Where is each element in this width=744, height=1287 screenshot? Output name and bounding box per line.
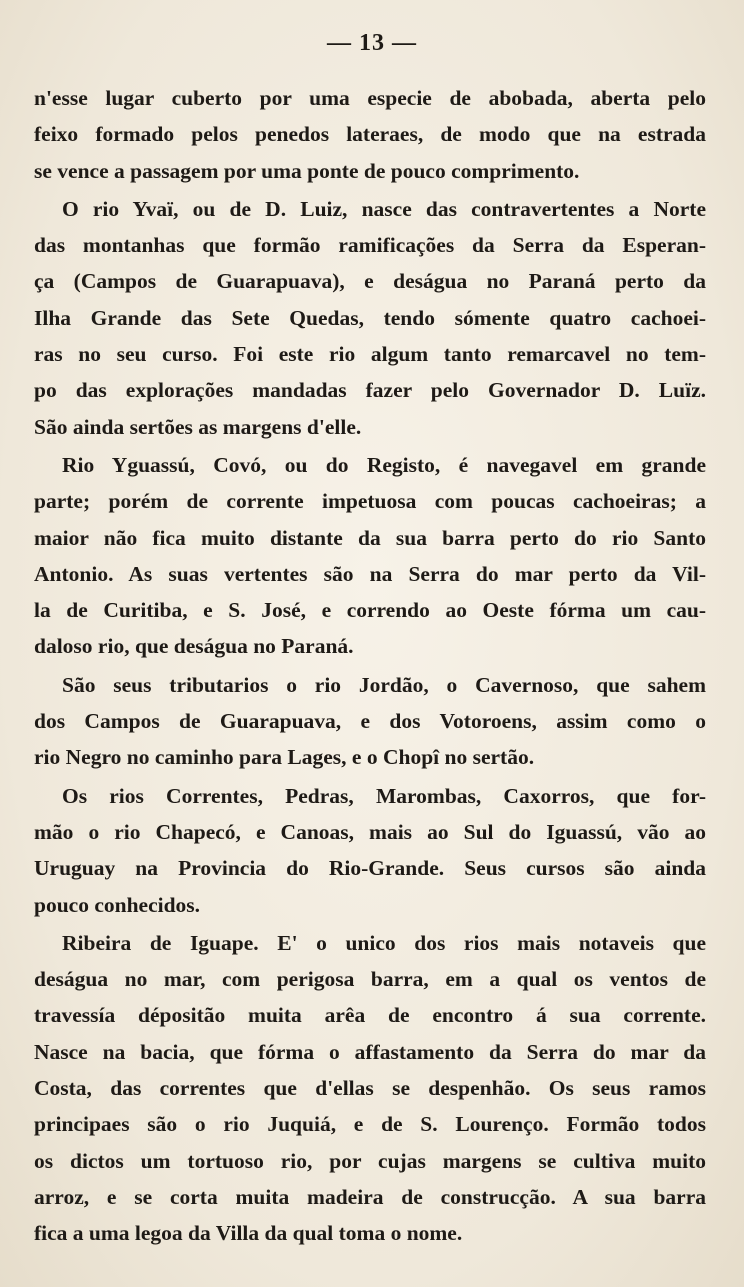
text-line: arroz, e se corta muita madeira de construcção. A sua barra	[34, 1184, 706, 1209]
text-line: principaes são o rio Juquiá, e de S. Lourenço. Formão todos	[34, 1112, 706, 1137]
text-line: mão o rio Chapecó, e Canoas, mais ao Sul do Iguassú, vão ao	[34, 819, 706, 844]
text-line: São ainda sertões as margens d'elle.	[34, 414, 362, 439]
page-number: — 13 —	[327, 30, 417, 56]
text-line: daloso rio, que deságua no Paraná.	[34, 634, 354, 659]
text-line: Ilha Grande das Sete Quedas, tendo sómente quatro cachoei-	[34, 305, 706, 330]
text-line: deságua no mar, com perigosa barra, em a qual os ventos de	[34, 967, 706, 992]
text-line: Costa, das correntes que d'ellas se despenhão. Os seus ramos	[34, 1076, 706, 1101]
text-line: ça (Campos de Guarapuava), e deságua no Paraná perto da	[34, 269, 706, 294]
text-line: parte; porém de corrente impetuosa com poucas cachoeiras; a	[34, 489, 706, 514]
text-line: Rio Yguassú, Covó, ou do Registo, é navegavel em grande	[62, 452, 706, 477]
text-line: travessía dépositão muita arêa de encontro á sua corrente.	[34, 1003, 706, 1028]
text-line: n'esse lugar cuberto por uma especie de abobada, aberta pelo	[34, 86, 706, 110]
text-line: se vence a passagem por uma ponte de pouco comprimento.	[34, 158, 580, 183]
text-line: Uruguay na Provincia do Rio-Grande. Seus cursos são ainda	[34, 856, 706, 881]
text-line: po das explorações mandadas fazer pelo Governador D. Luïz.	[34, 378, 706, 403]
page-text	[34, 80, 706, 1252]
text-line: la de Curitiba, e S. José, e correndo ao Oeste fórma um cau-	[34, 598, 706, 623]
text-line: Ribeira de Iguape. E' o unico dos rios mais notaveis que	[62, 930, 706, 955]
text-line: Os rios Correntes, Pedras, Marombas, Caxorros, que for-	[62, 783, 706, 808]
text-line: pouco conhecidos.	[34, 892, 201, 917]
text-line: os dictos um tortuoso rio, por cujas margens se cultiva muito	[34, 1148, 706, 1173]
text-line: rio Negro no caminho para Lages, e o Chopî no sertão.	[34, 745, 535, 770]
text-line: Antonio. As suas vertentes são na Serra do mar perto da Vil-	[34, 561, 706, 586]
text-line: maior não fica muito distante da sua barra perto do rio Santo	[34, 525, 706, 550]
text-line: O rio Yvaï, ou de D. Luiz, nasce das contravertentes a Norte	[62, 196, 706, 221]
text-line: dos Campos de Guarapuava, e dos Votoroens, assim como o	[34, 709, 706, 734]
text-line: São seus tributarios o rio Jordão, o Cavernoso, que sahem	[62, 672, 706, 697]
text-line: fica a uma legoa da Villa da qual toma o nome.	[34, 1221, 463, 1246]
text-line: Nasce na bacia, que fórma o affastamento da Serra do mar da	[34, 1039, 706, 1064]
text-line: das montanhas que formão ramificações da Serra da Esperan-	[34, 233, 706, 258]
text-line: ras no seu curso. Foi este rio algum tanto remarcavel no tem-	[34, 342, 706, 367]
text-line: feixo formado pelos penedos lateraes, de modo que na estrada	[34, 122, 706, 147]
